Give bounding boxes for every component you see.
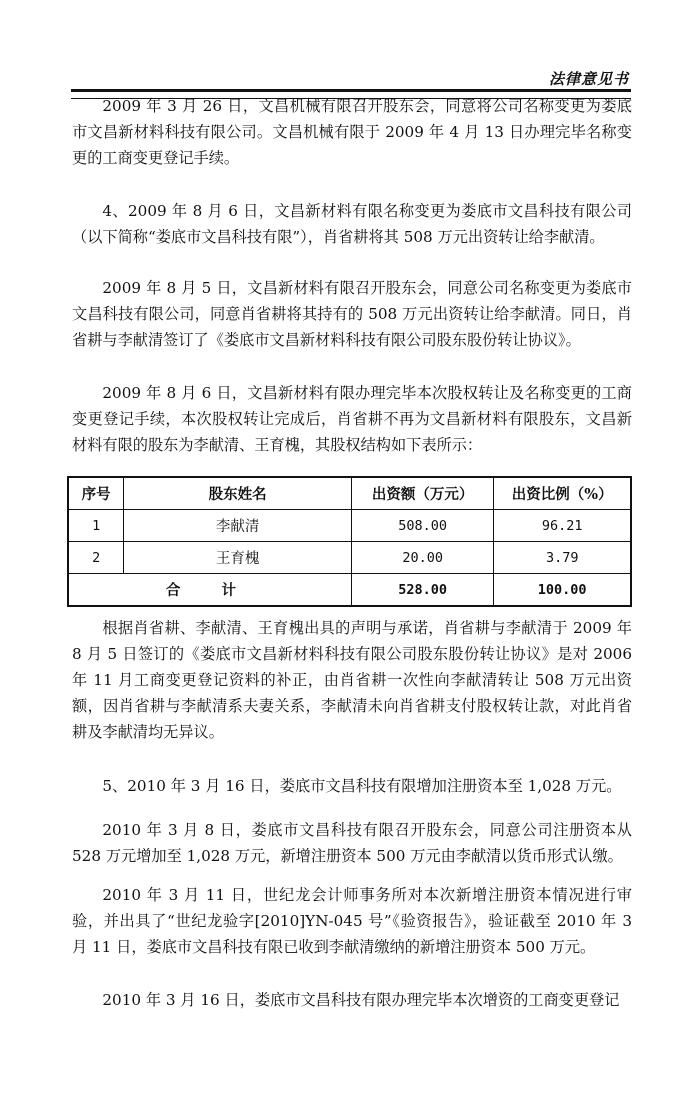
cell-shareholder-name: 王育槐 — [124, 542, 352, 574]
equity-structure-table — [67, 476, 632, 607]
header-capital-amount: 出资额（万元） — [351, 477, 493, 510]
paragraph-shareholder-meeting-2009-08-05: 2009 年 8 月 5 日，文昌新材料有限召开股东会，同意公司名称变更为娄底市文昌科技有限公司，同意肖省耕将其持有的 508 万元出资转让给李献清。同日，肖省耕与李献清签订了《娄底市文昌新材料科技有限公司股东股份转让协议》。 — [72, 279, 632, 349]
cell-shareholder-name: 李献清 — [124, 510, 352, 542]
paragraph-declaration-and-commitment: 根据肖省耕、李献清、王育槐出具的声明与承诺，肖省耕与李献清于 2009 年 8 月 5 日签订的《娄底市文昌新材料科技有限公司股东股份转让协议》是对 2006 年 11 月工商变更登记资料的补正，由肖省耕一次性向李献清转让 508 万元出资额，因肖省耕与李献清系夫妻关系，李献清未向肖省耕支付股权转让款，对此肖省耕及李献清均无异议。 — [72, 619, 632, 741]
paragraph-registration-2010-03-16: 2010 年 3 月 16 日，娄底市文昌科技有限办理完毕本次增资的工商变更登记 — [102, 991, 620, 1009]
header-shareholder-name: 股东姓名 — [124, 477, 352, 510]
paragraph-item-4-heading: 4、2009 年 8 月 6 日，文昌新材料有限名称变更为娄底市文昌科技有限公司（以下简称“娄底市文昌科技有限”），肖省耕将其 508 万元出资转让给李献清。 — [72, 202, 632, 246]
cell-capital-amount: 508.00 — [351, 510, 493, 542]
cell-capital-ratio: 3.79 — [494, 542, 631, 574]
table-header-row — [68, 477, 631, 510]
paragraph-capital-verification-2010-03-11: 2010 年 3 月 11 日，世纪龙会计师事务所对本次新增注册资本情况进行审验，并出具了“世纪龙验字[2010]YN-045 号”《验资报告》，验证截至 2010 年 3 月 11 日，娄底市文昌科技有限已收到李献清缴纳的新增注册资本 500 万元。 — [72, 886, 632, 956]
cell-capital-amount: 20.00 — [351, 542, 493, 574]
header-serial-number: 序号 — [68, 477, 124, 510]
cell-total-amount: 528.00 — [351, 574, 493, 607]
paragraph-shareholder-meeting-2010-03-08: 2010 年 3 月 8 日，娄底市文昌科技有限召开股东会，同意公司注册资本从 528 万元增加至 1,028 万元，新增注册资本 500 万元由李献清以货币形式认缴。 — [72, 821, 632, 865]
paragraph-item-5-heading: 5、2010 年 3 月 16 日，娄底市文昌科技有限增加注册资本至 1,028 万元。 — [102, 777, 622, 795]
cell-total-label: 合 计 — [68, 574, 351, 607]
table-row — [68, 542, 631, 574]
cell-capital-ratio: 96.21 — [494, 510, 631, 542]
header-capital-ratio: 出资比例（%） — [494, 477, 631, 510]
paragraph-registration-2009-08-06: 2009 年 8 月 6 日，文昌新材料有限办理完毕本次股权转让及名称变更的工商变更登记手续，本次股权转让完成后，肖省耕不再为文昌新材料有限股东，文昌新材料有限的股东为李献清、王育槐，其股权结构如下表所示： — [72, 384, 632, 454]
paragraph-name-change-2009-03: 2009 年 3 月 26 日，文昌机械有限召开股东会，同意将公司名称变更为娄底市文昌新材料科技有限公司。文昌机械有限于 2009 年 4 月 13 日办理完毕名称变更的工商变更登记手续。 — [72, 97, 632, 167]
cell-serial-number: 1 — [68, 510, 124, 542]
table-row — [68, 510, 631, 542]
cell-serial-number: 2 — [68, 542, 124, 574]
document-header-title: 法律意见书 — [548, 70, 629, 88]
table-total-row — [68, 574, 631, 607]
cell-total-ratio: 100.00 — [494, 574, 631, 607]
